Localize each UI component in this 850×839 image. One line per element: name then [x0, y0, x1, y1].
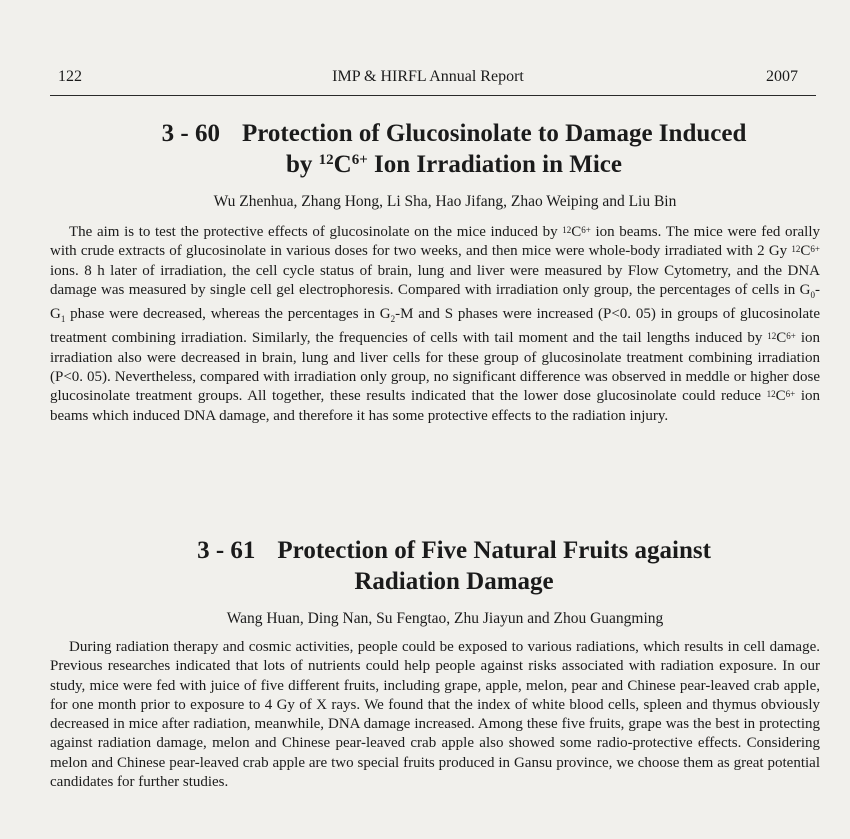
- article-title: [50, 118, 820, 180]
- abstract: [50, 223, 820, 426]
- title-line-1: Protection of Glucosinolate to Damage Induced: [241, 120, 747, 147]
- isotope-mass: 12: [767, 331, 777, 342]
- article-3-61: [50, 535, 820, 792]
- abstract-text: ion beams which induced DNA damage, and therefore it has some protective effects to the radiation injury.: [50, 388, 820, 424]
- abstract-text: -G: [50, 281, 820, 323]
- ion-symbol: C: [775, 388, 786, 405]
- abstract-text: ions. 8 h later of irradiation, the cell cycle status of brain, lung and liver were measured by Flow Cytometry, and the DNA damage was measured by single cell gel electrophoresis. Compared with irradiation only group, the percentages of cells in G: [50, 262, 820, 298]
- isotope-mass: 12: [791, 244, 801, 255]
- article-3-60: [50, 118, 820, 426]
- article-title: [50, 535, 820, 597]
- abstract-text: The aim is to test the protective effects of glucosinolate on the mice induced by: [69, 224, 563, 240]
- title-line-2: Radiation Damage: [354, 568, 554, 595]
- phase-subscript: 0: [810, 289, 815, 300]
- report-year: 2007: [766, 68, 798, 85]
- running-header: [58, 66, 798, 90]
- ion-charge: 6+: [351, 152, 368, 168]
- title-line-2: [88, 149, 820, 180]
- ion-charge: 6+: [581, 225, 591, 235]
- abstract: During radiation therapy and cosmic activities, people could be exposed to various radiations, which results in cell damage. Previous researches indicated that lots of nutrients could help people against risks associated with radiation exposure. In our study, mice were fed with juice of five different fruits, including grape, apple, melon, pear and Chinese pear-leaved crab apple, for one month prior to exposure to 4 Gy of X rays. We found that the index of white blood cells, spleen and thymus obviously decreased in mice after radiation, meanwhile, DNA damage increased. Among these five fruits, grape was the best in protecting against radiation damage, melon and Chinese pear-leaved crab apple also showed some radio-protective effects. Considering melon and Chinese pear-leaved crab apple are two special fruits produced in Gansu province, we choose them as great potential candidates for further studies.: [50, 639, 820, 791]
- ion-symbol: C: [333, 151, 352, 178]
- header-rule: [50, 95, 816, 96]
- title-text: Ion Irradiation in Mice: [367, 151, 622, 178]
- isotope-mass: 12: [318, 152, 334, 168]
- ion-charge: 6+: [786, 331, 796, 342]
- ion-charge: 6+: [785, 389, 796, 400]
- article-number: 3 - 60: [161, 120, 220, 147]
- journal-title: IMP & HIRFL Annual Report: [332, 68, 524, 85]
- author-list: Wu Zhenhua, Zhang Hong, Li Sha, Hao Jifang, Zhao Weiping and Liu Bin: [213, 193, 677, 210]
- ion-symbol: C: [776, 330, 787, 347]
- abstract-text: ion beams. The mice were fed orally with crude extracts of glucosinolate in various doses for two weeks, and then mice were whole-body irradiated with 2 Gy: [50, 224, 820, 260]
- isotope-mass: 12: [766, 389, 776, 400]
- phase-subscript: 2: [390, 314, 396, 325]
- abstract-text: phase were decreased, whereas the percentages in G: [65, 306, 391, 323]
- author-list: Wang Huan, Ding Nan, Su Fengtao, Zhu Jiayun and Zhou Guangming: [226, 610, 664, 627]
- phase-subscript: 1: [60, 314, 66, 325]
- page-number: 122: [58, 68, 82, 85]
- title-text: by: [286, 151, 319, 178]
- abstract-text: -M and S phases were increased (P<0. 05) in groups of glucosinolate treatment combining irradiation. Similarly, the frequencies of cells with tail moment and the tail lengths induced by: [50, 306, 820, 347]
- article-number: 3 - 61: [197, 537, 256, 564]
- ion-symbol: C: [571, 224, 582, 240]
- ion-charge: 6+: [810, 244, 820, 255]
- abstract-text: ion irradiation also were decreased in brain, lung and liver cells for these group of glucosinolate treatment combining irradiation (P<0. 05). Nevertheless, compared with irradiation only group, no significant difference was observed in meddle or higher dose glucosinolate treatment groups. All together, these results indicated that the lower dose glucosinolate could reduce: [50, 330, 820, 405]
- ion-symbol: C: [800, 243, 811, 260]
- title-line-1: Protection of Five Natural Fruits against: [277, 537, 711, 564]
- isotope-mass: 12: [562, 225, 572, 235]
